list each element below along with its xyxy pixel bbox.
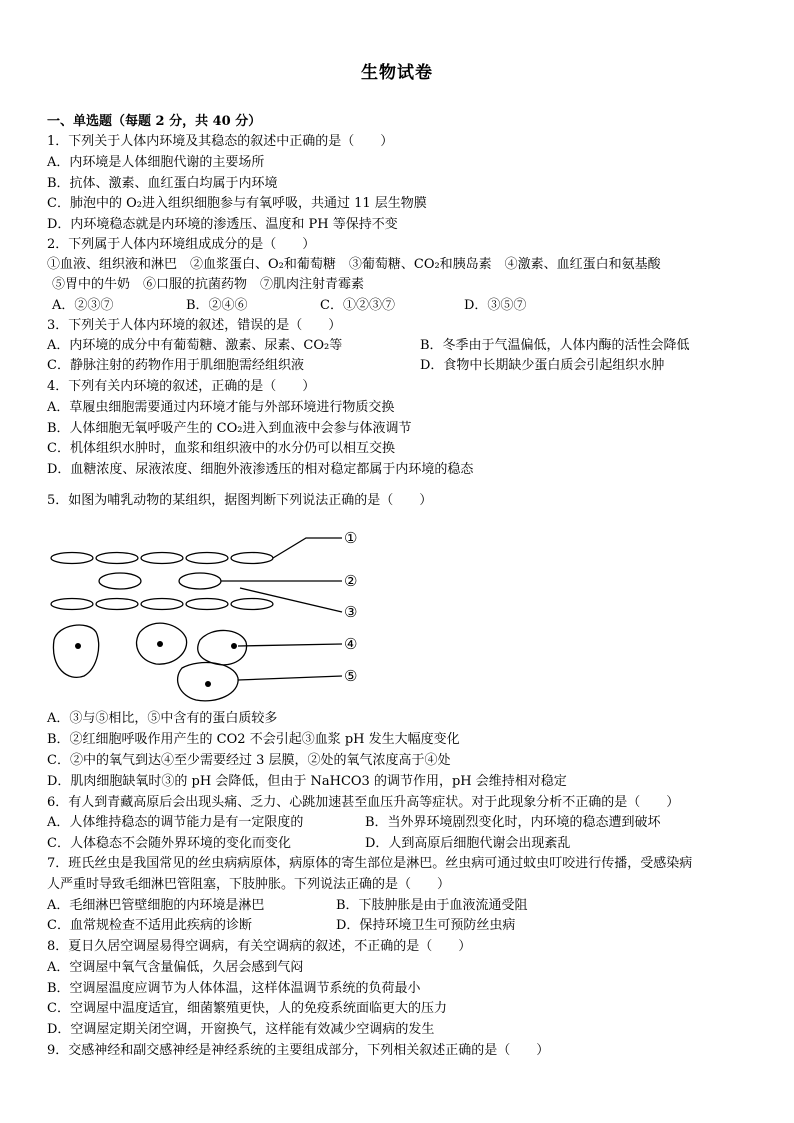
q8-option-c: C．空调屋中温度适宜，细菌繁殖更快，人的免疫系统面临更大的压力 <box>47 1001 447 1016</box>
figure-label-5: ⑤ <box>344 667 358 685</box>
q4-stem: 4．下列有关内环境的叙述，正确的是（ ） <box>47 379 316 394</box>
q6-option-a: A．人体维持稳态的调节能力是有一定限度的 <box>47 815 304 830</box>
q7-option-a: A．毛细淋巴管壁细胞的内环境是淋巴 <box>47 898 265 913</box>
q6-option-c: C．人体稳态不会随外界环境的变化而变化 <box>47 836 291 851</box>
q2-stem: 2．下列属于人体内环境组成成分的是（ ） <box>47 237 316 252</box>
q1-option-d: D．内环境稳态就是内环境的渗透压、温度和 PH 等保持不变 <box>47 217 398 232</box>
q7-option-c: C．血常规检查不适用此疾病的诊断 <box>47 918 252 933</box>
q2-option-d: D．③⑤⑦ <box>464 298 527 313</box>
q7-stem-line1: 7．班氏丝虫是我国常见的丝虫病病原体，病原体的寄生部位是淋巴。丝虫病可通过蚊虫叮咬进行传播，受感染病 <box>47 856 693 871</box>
q6-option-d: D．人到高原后细胞代谢会出现紊乱 <box>365 836 571 851</box>
q3-stem: 3．下列关于人体内环境的叙述，错误的是（ ） <box>47 318 342 333</box>
q3-option-b: B．冬季由于气温偏低，人体内酶的活性会降低 <box>420 338 690 353</box>
q6-option-b: B．当外界环境剧烈变化时，内环境的稳态遭到破坏 <box>365 815 661 830</box>
q3-option-c: C．静脉注射的药物作用于肌细胞需经组织液 <box>47 358 304 373</box>
q1-stem: 1．下列关于人体内环境及其稳态的叙述中正确的是（ ） <box>47 134 394 149</box>
q7-option-b: B．下肢肿胀是由于血液流通受阻 <box>336 898 528 913</box>
q4-option-c: C．机体组织水肿时，血浆和组织液中的水分仍可以相互交换 <box>47 441 395 456</box>
figure-label-2: ② <box>344 572 358 590</box>
figure-label-4: ④ <box>344 635 358 653</box>
q7-option-d: D．保持环境卫生可预防丝虫病 <box>336 918 516 933</box>
q4-option-d: D．血糖浓度、尿液浓度、细胞外液渗透压的相对稳定都属于内环境的稳态 <box>47 462 474 477</box>
tissue-diagram-svg <box>40 528 370 708</box>
q2-option-b: B．②④⑥ <box>186 298 248 313</box>
q1-option-c: C．肺泡中的 O₂进入组织细胞参与有氧呼吸，共通过 11 层生物膜 <box>47 196 427 211</box>
q3-option-a: A．内环境的成分中有葡萄糖、激素、尿素、CO₂等 <box>47 338 343 353</box>
q1-option-b: B．抗体、激素、血红蛋白均属于内环境 <box>47 176 278 191</box>
q5-option-c: C．②中的氧气到达④至少需要经过 3 层膜，②处的氧气浓度高于④处 <box>47 753 451 768</box>
q5-option-d: D．肌肉细胞缺氧时③的 pH 会降低，但由于 NaHCO3 的调节作用，pH 会维持相对稳定 <box>47 774 567 789</box>
section-heading: 一、单选题（每题 2 分，共 40 分） <box>47 114 262 129</box>
q5-option-b: B．②红细胞呼吸作用产生的 CO2 不会引起③血浆 pH 发生大幅度变化 <box>47 732 460 747</box>
q5-stem: 5．如图为哺乳动物的某组织，据图判断下列说法正确的是（ ） <box>47 493 433 508</box>
q8-option-a: A．空调屋中氧气含量偏低，久居会感到气闷 <box>47 960 304 975</box>
q8-stem: 8．夏日久居空调屋易得空调病，有关空调病的叙述，不正确的是（ ） <box>47 939 472 954</box>
q2-option-c: C．①②③⑦ <box>320 298 395 313</box>
q8-option-d: D．空调屋定期关闭空调，开窗换气，这样能有效减少空调病的发生 <box>47 1022 435 1037</box>
figure-label-1: ① <box>344 529 358 547</box>
tissue-diagram <box>40 528 370 708</box>
page-title: 生物试卷 <box>361 63 433 83</box>
q3-option-d: D．食物中长期缺少蛋白质会引起组织水肿 <box>420 358 665 373</box>
q6-stem: 6．有人到青藏高原后会出现头痛、乏力、心跳加速甚至血压升高等症状。对于此现象分析不正确的是（ ） <box>47 795 680 810</box>
q4-option-a: A．草履虫细胞需要通过内环境才能与外部环境进行物质交换 <box>47 400 395 415</box>
q7-stem-line2: 人严重时导致毛细淋巴管阻塞，下肢肿胀。下列说法正确的是（ ） <box>47 877 451 892</box>
q4-option-b: B．人体细胞无氧呼吸产生的 CO₂进入到血液中会参与体液调节 <box>47 421 412 436</box>
q9-stem: 9．交感神经和副交感神经是神经系统的主要组成部分，下列相关叙述正确的是（ ） <box>47 1043 550 1058</box>
q1-option-a: A．内环境是人体细胞代谢的主要场所 <box>47 155 265 170</box>
q5-option-a: A．③与⑤相比，⑤中含有的蛋白质较多 <box>47 711 278 726</box>
q8-option-b: B．空调屋温度应调节为人体体温，这样体温调节系统的负荷最小 <box>47 981 421 996</box>
q2-items-line1: ①血液、组织液和淋巴 ②血浆蛋白、O₂和葡萄糖 ③葡萄糖、CO₂和胰岛素 ④激素、血红蛋白和氨基酸 <box>47 257 661 272</box>
q2-items-line2: ⑤胃中的牛奶 ⑥口服的抗菌药物 ⑦肌肉注射青霉素 <box>52 277 365 292</box>
q2-option-a: A．②③⑦ <box>52 298 114 313</box>
figure-label-3: ③ <box>344 603 358 621</box>
